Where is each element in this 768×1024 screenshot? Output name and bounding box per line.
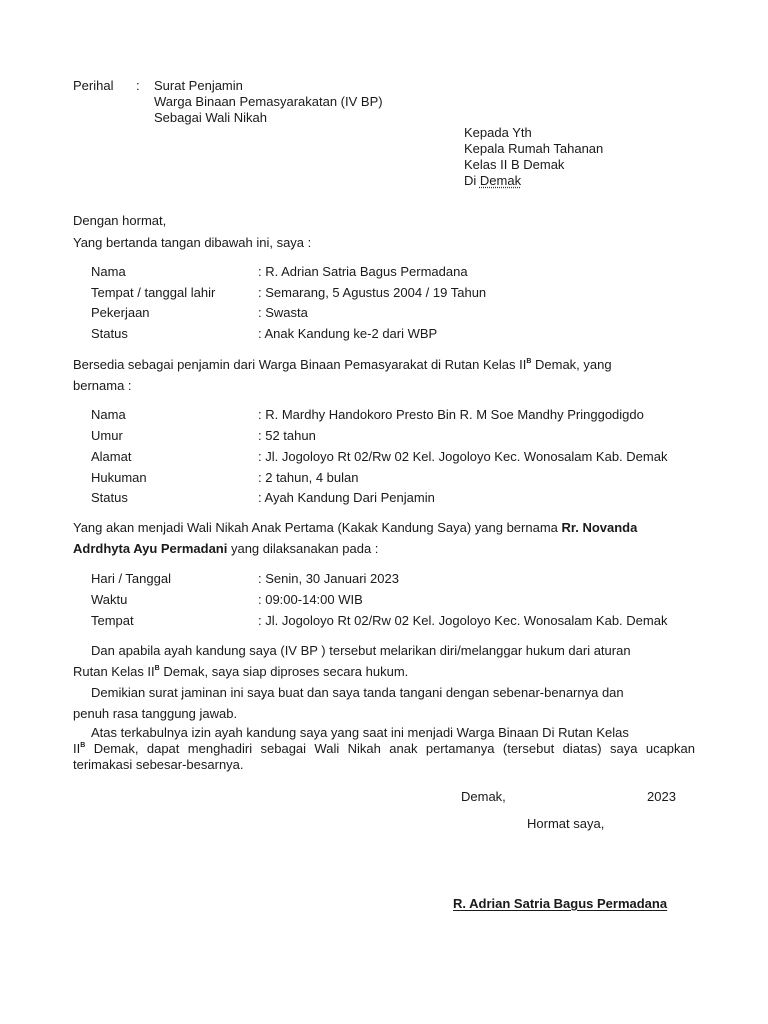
field-label: Nama [91,264,126,279]
statement-wedding: Yang akan menjadi Wali Nikah Anak Pertama (Kakak Kandung Saya) yang bernama Rr. Novanda Adrdhyta Ayu Permadani yang dilaksanakan pada : [73,520,638,556]
signature-regards: Hormat saya, [527,816,605,831]
perihal-label: Perihal [73,78,114,93]
field-label: Hukuman [91,470,147,485]
perihal-line-3: Sebagai Wali Nikah [154,110,267,125]
field-label: Pekerjaan [91,305,150,320]
field-value: : Semarang, 5 Agustus 2004 / 19 Tahun [258,285,487,300]
perihal-line-2: Warga Binaan Pemasyarakatan (IV BP) [154,94,383,109]
field-value: : 09:00-14:00 WIB [258,592,363,607]
field-value: : Ayah Kandung Dari Penjamin [258,490,435,505]
perihal-line-1: Surat Penjamin [154,78,243,93]
field-label: Tempat / tanggal lahir [91,285,216,300]
field-value: : R. Mardhy Handokoro Presto Bin R. M Soe Mandhy Pringgodigdo [258,407,644,422]
field-value: : Swasta [258,305,308,320]
field-label: Waktu [91,592,128,607]
recipient-city: Demak [479,173,522,188]
bride-name-part-1: Rr. Novanda [561,520,638,535]
signatory-name: R. Adrian Satria Bagus Permadana [453,896,668,911]
field-label: Nama [91,407,126,422]
perihal-colon: : [136,78,140,93]
recipient-line-3: Kelas II B Demak [464,157,565,172]
closing-paragraph-3: Atas terkabulnya izin ayah kandung saya yang saat ini menjadi Warga Binaan Di Rutan Kelas $II^B$ Demak, dapat menghadiri sebagai Wali Nikah anak pertamanya (tersebut diatas) saya ucapkan terimakasi sebesar-besarnya. [73,725,695,772]
field-value: : Senin, 30 Januari 2023 [258,571,399,586]
recipient-line-1: Kepada Yth [464,125,532,140]
field-label: Umur [91,428,123,443]
field-value: : Jl. Jogoloyo Rt 02/Rw 02 Kel. Jogoloyo Kec. Wonosalam Kab. Demak [258,613,668,628]
recipient-line-2: Kepala Rumah Tahanan [464,141,604,156]
field-value: : Jl. Jogoloyo Rt 02/Rw 02 Kel. Jogoloyo Kec. Wonosalam Kab. Demak [258,449,668,464]
intro-text: Yang bertanda tangan dibawah ini, saya : [73,235,312,250]
closing-paragraph-1: Dan apabila ayah kandung saya (IV BP ) tersebut melarikan diri/melanggar hukum dari aturan Rutan Kelas $II^B$ Demak, saya siap diproses secara hukum. [73,643,631,679]
bride-name-part-2: Adrdhyta Ayu Permadani [73,541,228,556]
field-label: Status [91,490,128,505]
field-label: Tempat [91,613,134,628]
signature-place: Demak, [461,789,506,804]
signature-year: 2023 [647,789,676,804]
closing-paragraph-2: Demikian surat jaminan ini saya buat dan saya tanda tangani dengan sebenar-benarnya dan penuh rasa tanggung jawab. [73,685,624,721]
statement-guarantee: Bersedia sebagai penjamin dari Warga Binaan Pemasyarakat di Rutan Kelas $II^B$ Demak, yang bernama : [73,357,612,393]
salutation: Dengan hormat, [73,213,167,228]
field-value: : 52 tahun [258,428,316,443]
field-value: : 2 tahun, 4 bulan [258,470,359,485]
field-label: Alamat [91,449,132,464]
field-label: Status [91,326,128,341]
recipient-prefix: Di [464,173,480,188]
field-value: : R. Adrian Satria Bagus Permadana [258,264,468,279]
field-value: : Anak Kandung ke-2 dari WBP [258,326,438,341]
recipient-line-4 [464,173,521,189]
field-label: Hari / Tanggal [91,571,171,586]
